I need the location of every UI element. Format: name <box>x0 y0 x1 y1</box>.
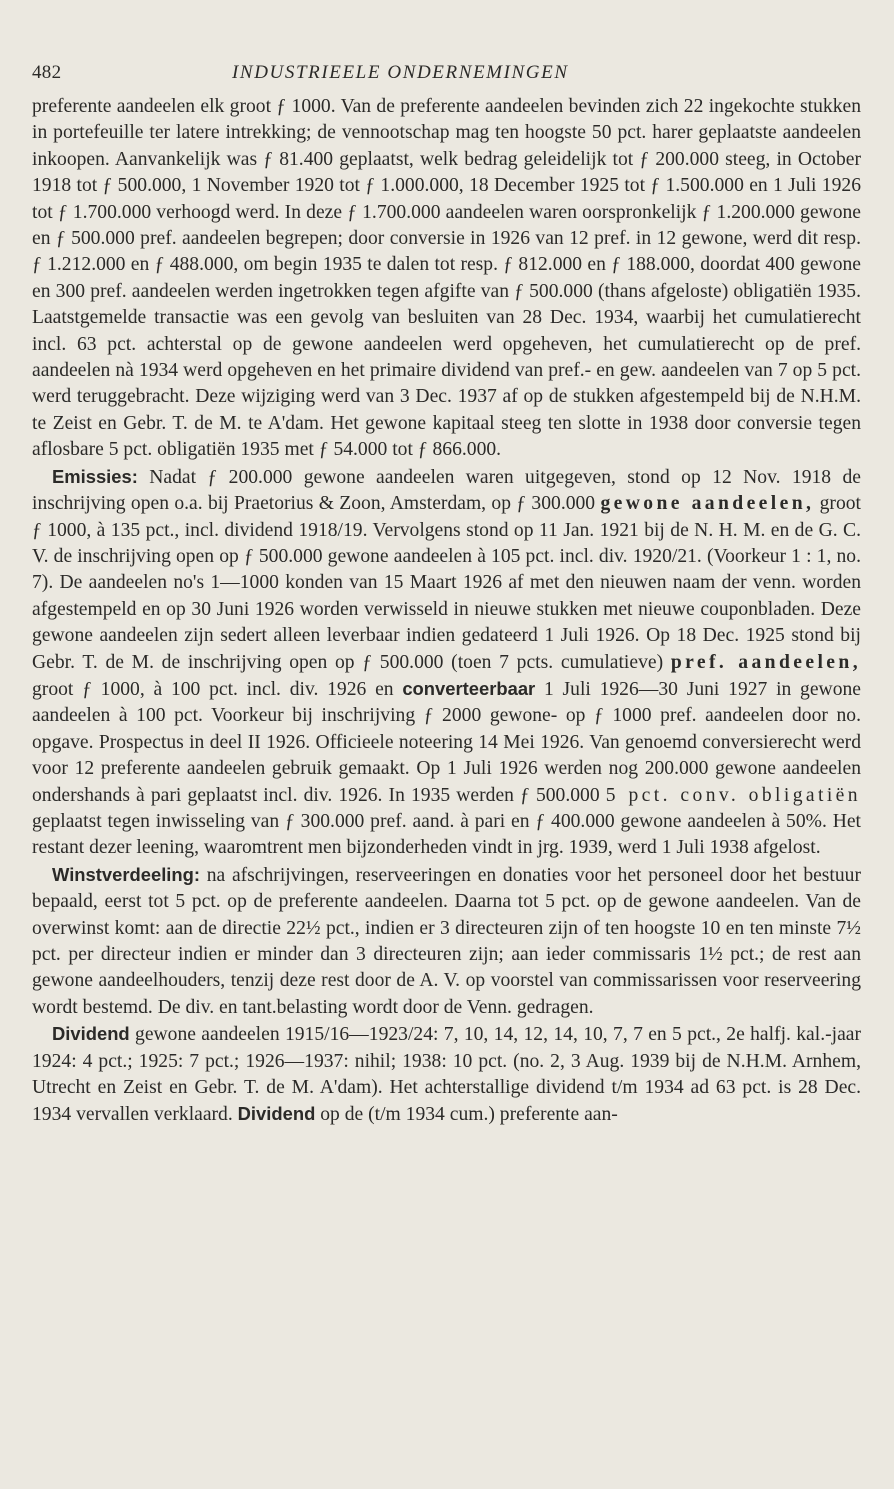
emissies-pref-aandeelen: pref. aandeelen, <box>670 651 861 673</box>
heading-dividend: Dividend <box>52 1023 130 1045</box>
page-number: 482 <box>32 62 62 83</box>
emissies-gewone-aandeelen: gewone aandeelen, <box>600 493 815 515</box>
winstverdeeling-text: na afschrijvingen, reserveeringen en donaties voor het personeel door het bestuur bepaald, eerst tot 5 pct. op de preferente aandeelen. Daarna tot 5 pct. op de gewone aandeelen. Van de overwinst komt: aan de directie 22½ pct., indien er 3 directeuren zijn of ten hoogste 10 en ten minste 7½ pct. per directeur indien er minder dan 3 directeuren zijn; aan ieder commissaris 1½ pct.; de rest aan gewone aandeelhouders, tenzij deze rest door de A. V. op voorstel van commissarissen voor reserveering wordt bestemd. De div. en tant.belasting wordt door de Venn. gedragen. <box>32 864 861 1018</box>
emissies-text-c: groot ƒ 1000, à 100 pct. incl. div. 1926 en <box>32 678 403 700</box>
emissies-text-d: 1 Juli 1926—30 Juni 1927 in gewone aandeelen à 100 pct. Voorkeur bij inschrijving ƒ 2000 gewone- op ƒ 1000 pref. aandeelen door no. opgave. Prospectus in deel II 1926. Officieele noteering 14 Mei 1926. Van genoemd conversierecht werd voor 12 preferente aandeelen gebruik gemaakt. Op 1 Juli 1926 werden nog 200.000 gewone aandeelen ondershands à pari geplaatst incl. div. 1926. In 1935 werden ƒ 500.000 <box>32 678 861 806</box>
emissies-text-e: geplaatst tegen inwisseling van ƒ 300.000 pref. aand. à pari en ƒ 400.000 gewone aandeelen à 50%. Het restant dezer leening, waaromtrent men bijzonderheden vindt in jrg. 1939, werd 1 Juli 1938 afgelost. <box>32 810 861 859</box>
heading-dividend-pref: Dividend <box>237 1103 316 1125</box>
heading-emissies: Emissies: <box>52 465 138 487</box>
running-head <box>32 54 861 94</box>
paragraph-dividend <box>32 1021 861 1129</box>
body-text <box>32 94 861 1129</box>
paragraph-capital: preferente aandeelen elk groot ƒ 1000. Van de preferente aandeelen bevinden zich 22 ingekochte stukken in portefeuille ter latere intrekking; de vennootschap mag ten hoogste 50 pct. harer geplaatste aandeelen inkoopen. Aanvankelijk was ƒ 81.400 geplaatst, welk bedrag geleidelijk tot ƒ 200.000 steeg, in October 1918 tot ƒ 500.000, 1 November 1920 tot ƒ 1.000.000, 18 December 1925 tot ƒ 1.500.000 en 1 Juli 1926 tot ƒ 1.700.000 verhoogd werd. In deze ƒ 1.700.000 aandeelen waren oorspronkelijk ƒ 1.200.000 gewone en ƒ 500.000 pref. aandeelen begrepen; door conversie in 1926 van 12 pref. in 12 gewone, werd dit resp. ƒ 1.212.000 en ƒ 488.000, om begin 1935 te dalen tot resp. ƒ 812.000 en ƒ 188.000, doordat 400 gewone en 300 pref. aandeelen werden ingetrokken tegen afgifte van ƒ 500.000 (thans afgeloste) obligatiën 1935. Laatstgemelde transactie was een gevolg van besluiten van 28 Dec. 1934, waarbij het cumulatierecht incl. 63 pct. achterstal op de gewone aandeelen werd opgeheven, het cumulatierecht op de pref. aandeelen nà 1934 werd opgeheven en het primaire dividend van pref.- en gew. aandeelen van 7 op 5 pct. werd teruggebracht. Deze wijziging werd van 3 Dec. 1937 af op de stukken afgestempeld bij de N.H.M. te Zeist en Gebr. T. de M. te A'dam. Het gewone kapitaal steeg ten slotte in 1938 door conversie tegen aflosbare 5 pct. obligatiën 1935 met ƒ 54.000 tot ƒ 866.000. <box>32 96 861 461</box>
heading-winstverdeeling: Winstverdeeling: <box>52 863 201 885</box>
paragraph-winstverdeeling <box>32 862 861 1021</box>
emissies-text-a: Nadat ƒ 200.000 gewone aandeelen waren uitgegeven, stond op 12 Nov. 1918 de inschrijving open o.a. bij Praetorius & Zoon, Amsterdam, op ƒ 300.000 <box>32 466 861 515</box>
emissies-converteerbaar: converteerbaar <box>402 677 536 699</box>
dividend-text-pref: op de (t/m 1934 cum.) preferente aan- <box>315 1104 618 1126</box>
running-title: INDUSTRIEELE ONDERNEMINGEN <box>232 62 569 83</box>
dividend-text: gewone aandeelen 1915/16—1923/24: 7, 10, 14, 12, 14, 10, 7, 7 en 5 pct., 2e halfj. kal.-jaar 1924: 4 pct.; 1925: 7 pct.; 1926—1937: nihil; 1938: 10 pct. (no. 2, 3 Aug. 1939 bij de N.H.M. Arnhem, Utrecht en Zeist en Gebr. T. de M. A'dam). Het achterstallige dividend t/m 1934 ad 63 pct. is 28 Dec. 1934 vervallen verklaard. <box>32 1024 861 1126</box>
paragraph-emissies <box>32 464 861 862</box>
emissies-text-b: groot ƒ 1000, à 135 pct., incl. dividend 1918/19. Vervolgens stond op 11 Jan. 1921 bij de N. H. M. en de G. C. V. de inschrijving open op ƒ 500.000 gewone aandeelen à 105 pct. incl. div. 1920/21. (Voorkeur 1 : 1, no. 7). De aandeelen no's 1—1000 konden van 15 Maart 1926 af met den nieuwen naam der venn. worden afgestempeld en op 30 Juni 1926 worden verwisseld in nieuwe stukken met nieuwe couponbladen. Deze gewone aandeelen zijn sedert alleen leverbaar indien gedateerd 1 Juli 1926. Op 18 Dec. 1925 stond bij Gebr. T. de M. de inschrijving open op ƒ 500.000 (toen 7 pcts. cumulatieve) <box>32 493 861 673</box>
emissies-conv-obligatien: 5 pct. conv. obligatiën <box>605 784 861 806</box>
